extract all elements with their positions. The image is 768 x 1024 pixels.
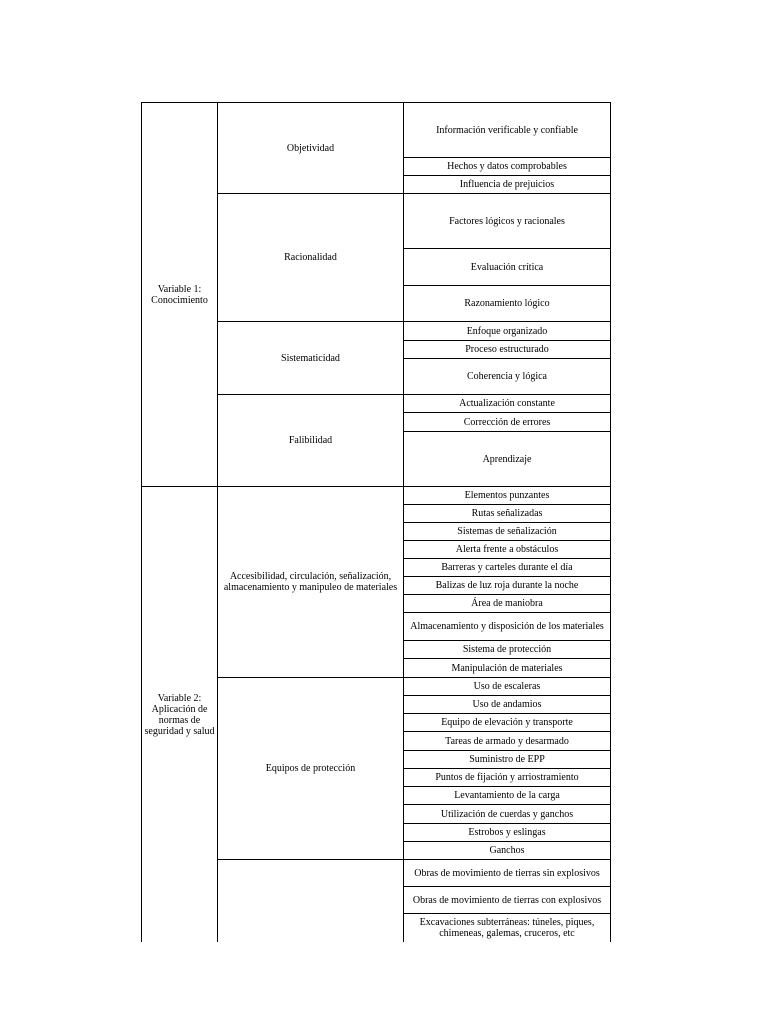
indicator-cell <box>404 595 610 612</box>
indicator-cell <box>404 577 610 594</box>
indicator-cell-text: Evaluación crítica <box>470 261 544 273</box>
indicator-cell <box>404 887 610 913</box>
dimension-cell <box>218 103 403 193</box>
indicator-cell-text: Hechos y datos comprobables <box>447 161 567 172</box>
indicator-cell <box>404 341 610 358</box>
indicator-cell <box>404 249 610 285</box>
indicator-cell-text: Alerta frente a obstáculos <box>455 544 559 555</box>
indicator-cell <box>404 805 610 823</box>
dimension-cell <box>218 322 403 394</box>
indicator-cell <box>404 659 610 677</box>
indicator-cell-text: Obras de movimiento de tierras sin explosivos <box>414 867 600 879</box>
indicator-cell-text: Influencia de prejuicios <box>459 179 555 190</box>
variable-cell <box>142 487 217 942</box>
dimension-cell-text: Equipos de protección <box>265 763 356 774</box>
dimension-cell <box>218 194 403 321</box>
indicator-cell <box>404 432 610 486</box>
indicator-cell-text: Factores lógicos y racionales <box>449 215 565 227</box>
indicator-cell <box>404 914 610 942</box>
indicator-cell <box>404 158 610 175</box>
indicator-cell-text: Levantamiento de la carga <box>454 790 560 801</box>
indicator-cell <box>404 505 610 522</box>
indicator-cell-text: Tareas de armado y desarmado <box>445 735 569 747</box>
indicator-cell <box>404 641 610 658</box>
indicator-cell <box>404 860 610 886</box>
dimension-cell-text: Objetividad <box>286 142 335 154</box>
dimension-cell <box>218 860 403 942</box>
indicator-cell <box>404 613 610 640</box>
indicator-cell-text: Almacenamiento y disposición de los materiales <box>410 621 604 632</box>
indicator-cell-text: Uso de andamios <box>472 699 542 710</box>
variable-cell-text: Variable 1: Conocimiento <box>151 283 208 306</box>
indicator-cell-text: Sistemas de señalización <box>457 526 557 537</box>
indicator-cell <box>404 322 610 340</box>
indicator-cell-text: Enfoque organizado <box>466 325 548 337</box>
indicator-cell-text: Área de maniobra <box>471 598 543 609</box>
indicator-cell <box>404 732 610 750</box>
indicator-cell-text: Sistema de protección <box>462 644 552 655</box>
indicator-cell-text: Coherencia y lógica <box>467 371 547 382</box>
indicator-cell-text: Suministro de EPP <box>469 754 545 765</box>
indicator-cell-text: Elementos punzantes <box>464 490 550 501</box>
indicator-cell-text: Estrobos y eslingas <box>468 827 546 838</box>
indicator-cell <box>404 359 610 394</box>
indicator-cell <box>404 678 610 695</box>
indicator-cell-text: Obras de movimiento de tierras con explosivos <box>412 894 602 906</box>
indicator-cell-text: Razonamiento lógico <box>464 298 550 309</box>
indicator-cell-text: Utilización de cuerdas y ganchos <box>440 808 574 820</box>
indicator-cell-text: Rutas señalizadas <box>471 508 543 519</box>
indicator-cell <box>404 395 610 412</box>
indicator-cell-text: Aprendizaje <box>482 453 532 465</box>
indicator-cell <box>404 413 610 431</box>
indicator-cell <box>404 696 610 713</box>
indicator-cell-text: Barreras y carteles durante el día <box>441 562 573 573</box>
indicator-cell <box>404 842 610 859</box>
indicator-cell-text: Proceso estructurado <box>465 344 549 355</box>
indicator-cell <box>404 286 610 321</box>
indicator-cell-text: Manipulación de materiales <box>451 662 563 674</box>
indicator-cell-text: Actualización constante <box>459 398 555 409</box>
variable-cell <box>142 103 217 486</box>
dimension-cell <box>218 487 403 677</box>
indicator-cell <box>404 194 610 248</box>
indicator-cell-text: Equipo de elevación y transporte <box>441 717 573 728</box>
dimension-cell-text: Sistematicidad <box>281 352 340 364</box>
variable-cell-text: Variable 2: Aplicación de normas de seguridad y salud <box>144 692 215 737</box>
indicator-cell <box>404 176 610 193</box>
indicator-cell <box>404 541 610 558</box>
indicator-cell <box>404 714 610 731</box>
indicator-cell <box>404 523 610 540</box>
indicator-cell <box>404 487 610 504</box>
dimension-cell-text: Falibilidad <box>288 435 333 446</box>
dimension-cell-text: Accesibilidad, circulación, señalización, almacenamiento y manipuleo de materiales <box>223 571 398 593</box>
indicator-cell <box>404 769 610 786</box>
indicator-cell <box>404 559 610 576</box>
indicator-cell <box>404 824 610 841</box>
dimension-cell <box>218 395 403 486</box>
indicator-cell-text: Balizas de luz roja durante la noche <box>435 580 579 591</box>
indicator-cell <box>404 751 610 768</box>
indicator-cell <box>404 787 610 804</box>
indicator-cell <box>404 103 610 157</box>
dimension-cell-text: Racionalidad <box>284 252 337 263</box>
indicator-cell-text: Ganchos <box>489 845 525 856</box>
indicator-cell-text: Puntos de fijación y arriostramiento <box>435 772 579 783</box>
indicator-cell-text: Corrección de errores <box>463 416 551 428</box>
indicator-cell-text: Información verificable y confiable <box>436 124 578 136</box>
dimension-cell <box>218 678 403 859</box>
indicator-cell-text: Excavaciones subterráneas: túneles, piques, chimeneas, galemas, cruceros, etc <box>419 917 595 939</box>
indicator-cell-text: Uso de escaleras <box>473 681 541 692</box>
